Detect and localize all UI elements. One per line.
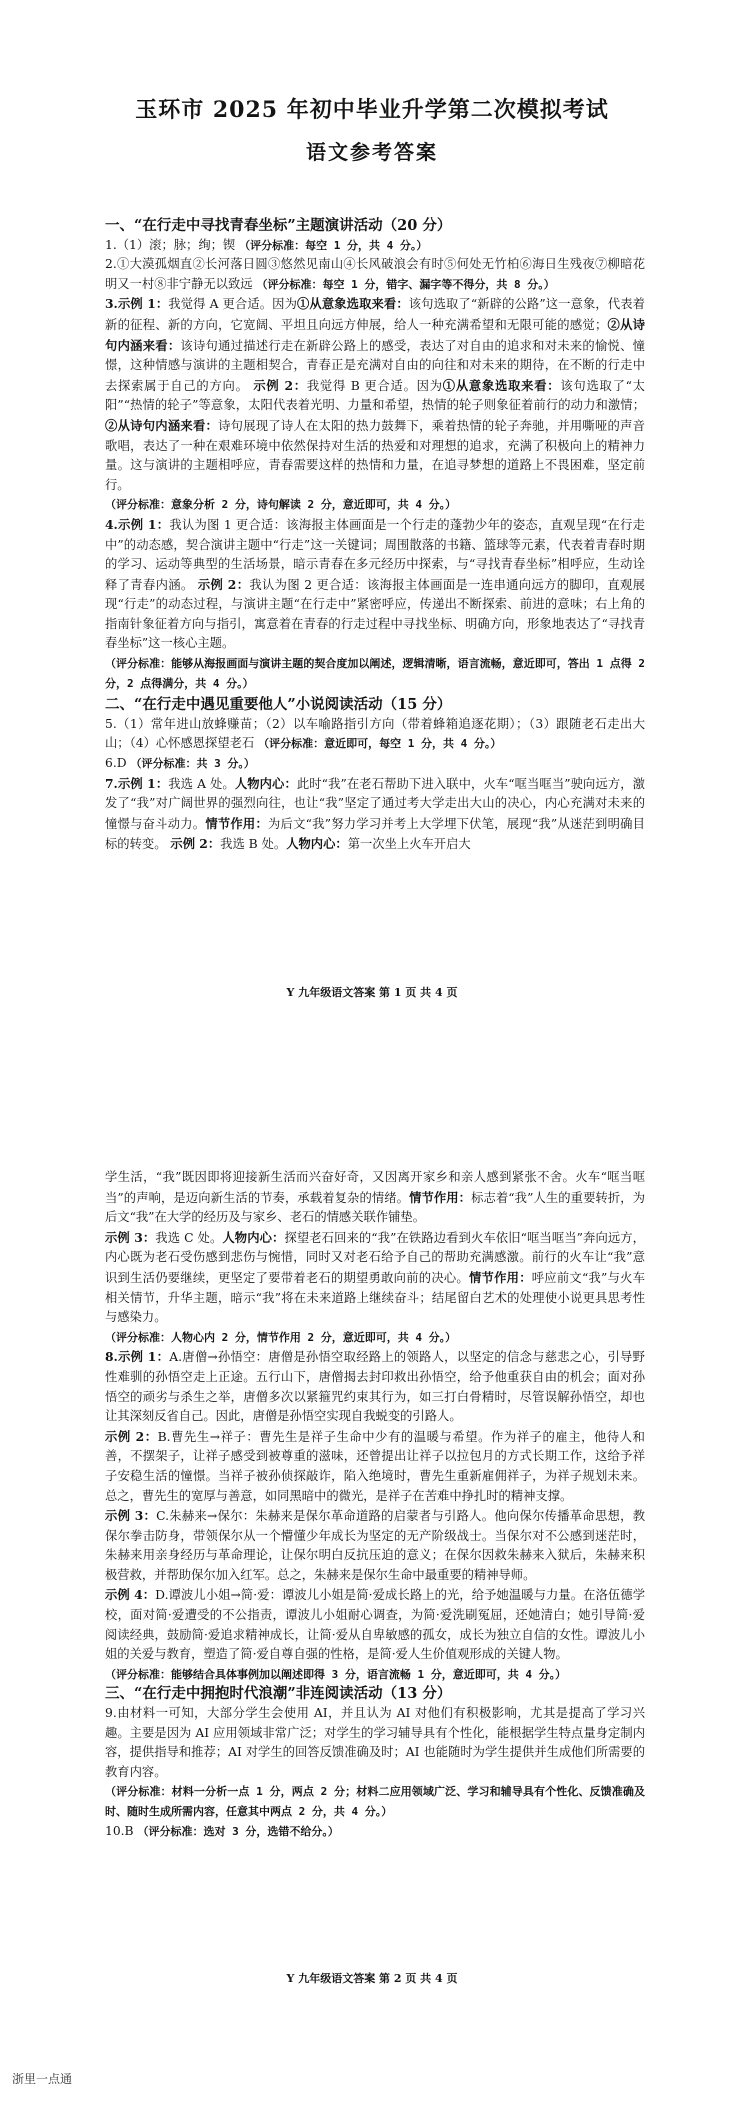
q7-answer-part2: 学生活，“我”既因即将迎接新生活而兴奋好奇，又因离开家乡和亲人感到紧张不舍。火车“哐当哐当”的声响，是迈向新生活的节奏，承载着复杂的情绪。情节作用：标志着“我”人生的重要转折，为后文“我”在大学的经历及与家乡、老石的情感关联作铺垫。 — [105, 1170, 645, 1225]
q3-answer: 3.示例 1：我觉得 A 更合适。因为①从意象选取来看：该句选取了“新辟的公路”这一意象，代表着新的征程、新的方向，它宽阔、平坦且向远方伸展，给人一种充满希望和无限可能的感觉；②从诗句内涵来看：该诗句通过描述行走在新辟公路上的感受，表达了对自由的追求和对未来的愉悦、憧憬，这种情感与演讲的主题相契合，青春正是充满对自由的向往和对未来的期待，在不断的行走中去探索属于自己的方向。 示例 2：我觉得 B 更合适。因为①从意象选取来看：该句选取了“太阳”“热情的轮子”等意象，太阳代表着光明、力量和希望，热情的轮子则象征着前行的动力和激情；②从诗句内涵来看：诗句展现了诗人在太阳的热力鼓舞下，乘着热情的轮子奔驰，并用嘶哑的声音歌唱，表达了一种在艰难环境中依然保持对生活的热爱和对理想的追求，充满了积极向上的精神力量。这与演讲的主题相呼应，青春需要这样的热情和力量，在追寻梦想的道路上不畏困难，坚定前行。 — [105, 296, 645, 492]
q5-standard: （评分标准：意近即可，每空 1 分，共 4 分。） — [258, 737, 502, 751]
q7-standard: （评分标准：人物心内 2 分，情节作用 2 分，意近即可，共 4 分。） — [105, 1330, 457, 1344]
q1-standard: （评分标准：每空 1 分，共 4 分。） — [239, 238, 428, 252]
q8-example-3: 示例 3：C.朱赫来→保尔：朱赫来是保尔革命道路的启蒙者与引路人。他向保尔传播革命思想，教保尔拳击防身，带领保尔从一个懵懂少年成长为坚定的无产阶级战士。当保尔对不公感到迷茫时，朱赫来用亲身经历与革命理论，让保尔明白反抗压迫的意义；在保尔因救朱赫来入狱后，朱赫来积极营救，并帮助保尔加入红军。总之，朱赫来是保尔生命中最重要的精神导师。 — [105, 1508, 645, 1582]
q8-example-1: 8.示例 1：A.唐僧→孙悟空：唐僧是孙悟空取经路上的领路人，以坚定的信念与慈悲之心，引导野性难驯的孙悟空走上正途。五行山下，唐僧揭去封印救出孙悟空，给予他重获自由的机会；面对孙悟空的顽劣与杀生之举，唐僧多次以紧箍咒约束其行为，如三打白骨精时，尽管误解孙悟空，却也让其深刻反省自己。因此，唐僧是孙悟空实现自我蜕变的引路人。 — [105, 1349, 645, 1424]
q4-standard: （评分标准：能够从海报画面与演讲主题的契合度加以阐述，逻辑清晰，语言流畅，意近即可，答出 1 点得 2 分，2 点得满分，共 4 分。） — [105, 657, 645, 690]
q2-answer: 2.①大漠孤烟直②长河落日圆③悠然见南山④长风破浪会有时⑤何处无竹柏⑥海日生残夜⑦柳暗花明又一村⑧非宁静无以致远 （评分标准：每空 1 分，错字、漏字等不得分，共 8 分。） — [105, 257, 645, 291]
section-1-heading: 一、“在行走中寻找青春坐标”主题演讲活动（20 分） — [105, 217, 452, 234]
exam-title: 玉环市 2025 年初中毕业升学第二次模拟考试 — [135, 97, 609, 123]
page-2-content — [105, 1168, 645, 1841]
q6-answer: 6.D （评分标准：共 3 分。） — [105, 756, 255, 771]
section-3-heading: 三、“在行走中拥抱时代浪潮”非连阅读活动（13 分） — [105, 1685, 452, 1703]
q5-answer: 5.（1）常年进山放蜂赚苗；（2）以车喻路指引方向（带着蜂箱追逐花期）；（3）跟随老石走出大山；（4）心怀感恩探望老石 （评分标准：意近即可，每空 1 分，共 4 分。） — [105, 716, 645, 751]
exam-subtitle: 语文参考答案 — [306, 140, 438, 164]
q8-standard: （评分标准：能够结合具体事例加以阐述即得 3 分，语言流畅 1 分，意近即可，共 4 分。） — [105, 1667, 567, 1681]
q2-standard: （评分标准：每空 1 分，错字、漏字等不得分，共 8 分。） — [256, 277, 555, 291]
q10-standard: （评分标准：选对 3 分，选错不给分。） — [137, 1824, 339, 1838]
q4-answer: 4.示例 1：我认为图 1 更合适：该海报主体画面是一个行走的蓬勃少年的姿态，直观呈现“在行走中”的动态感，契合演讲主题中“行走”这一关键词；周围散落的书籍、篮球等元素，代表着青春时期的学习、运动等典型的生活场景，暗示青春在多元经历中探索，与“寻找青春坐标”相呼应，生动诠释了青春内涵。 示例 2：我认为图 2 更合适：该海报主体画面是一连串通向远方的脚印，直观展现“行走”的动态过程，与演讲主题“在行走中”紧密呼应，传递出不断探索、前进的意味；右上角的指南针象征着方向与指引，寓意着在青春的行走过程中寻找坐标、明确方向，形象地表达了“寻找青春坐标”这一核心主题。 — [105, 516, 645, 651]
q6-standard: （评分标准：共 3 分。） — [130, 757, 255, 771]
source-watermark: 浙里一点通 — [12, 2072, 73, 2086]
q9-answer: 9.由材料一可知，大部分学生会使用 AI，并且认为 AI 对他们有积极影响，尤其是提高了学习兴趣。主要是因为 AI 应用领域非常广泛；对学生的学习辅导具有个性化，能根据学生特点量身定制内容，提供指导和推荐；AI 对学生的回答反馈准确及时；AI 也能随时为学生提供并生成他们所需要的教育内容。 — [105, 1706, 645, 1779]
q10-answer: 10.B （评分标准：选对 3 分，选错不给分。） — [105, 1823, 339, 1838]
q3-standard: （评分标准：意象分析 2 分，诗句解读 2 分，意近即可，共 4 分。） — [105, 498, 457, 512]
q8-example-2: 示例 2：B.曹先生→祥子：曹先生是祥子生命中少有的温暖与希望。作为祥子的雇主，他待人和善，不摆架子，让祥子感受到被尊重的滋味，还曾提出让祥子以拉包月的方式长期工作，这给予祥子安稳生活的憧憬。当祥子被孙侦探敲诈，陷入绝境时，曹先生重新雇佣祥子，为祥子规划未来。总之，曹先生的宽厚与善意，如同黑暗中的微光，是祥子在苦难中挣扎时的精神支撑。 — [105, 1428, 645, 1503]
page-2-footer: Y 九年级语文答案 第 2 页 共 4 页 — [286, 1972, 458, 1985]
page-1-footer: Y 九年级语文答案 第 1 页 共 4 页 — [286, 986, 458, 999]
answer-page-2 — [0, 1150, 744, 2040]
q7-answer-part1: 7.示例 1：我选 A 处。人物内心：此时“我”在老石帮助下进入联中，火车“哐当哐当”驶向远方，激发了“我”对广阔世界的强烈向往，也让“我”坚定了通过考大学走出大山的决心，内心充满对未来的憧憬与奋斗动力。情节作用：为后文“我”努力学习并考上大学埋下伏笔，展现“我”从迷茫到明确目标的转变。 示例 2：我选 B 处。人物内心：第一次坐上火车开启大 — [105, 775, 645, 852]
section-1 — [105, 216, 645, 855]
q7-example-3: 示例 3：我选 C 处。人物内心：探望老石回来的“我”在铁路边看到火车依旧“哐当哐当”奔向远方，内心既为老石受伤感到悲伤与惋惜，同时又对老石给予自己的帮助充满感激。前行的火车让“我”意识到生活仍要继续，更坚定了要带着老石的期望勇敢向前的决心。情节作用：呼应前文“我”与火车相关情节，升华主题，暗示“我”将在未来道路上继续奋斗；结尾留白艺术的处理使小说更具思考性与感染力。 — [105, 1229, 645, 1325]
q8-example-4: 示例 4：D.谭波儿小姐→简·爱：谭波儿小姐是简·爱成长路上的光，给予她温暖与力量。在洛伍德学校，面对简·爱遭受的不公指责，谭波儿小姐耐心调查，为简·爱洗刷冤屈，还她清白；她引导简·爱阅读经典，鼓励简·爱追求精神成长，让简·爱从自卑敏感的孤女，成长为独立自信的女性。谭波儿小姐的关爱与教育，塑造了简·爱自尊自强的性格，是简·爱人生价值观形成的关键人物。 — [105, 1587, 645, 1662]
section-2-heading: 二、“在行走中遇见重要他人”小说阅读活动（15 分） — [105, 696, 452, 714]
answer-page-1 — [0, 0, 744, 1010]
q9-standard: （评分标准：材料一分析一点 1 分，两点 2 分；材料二应用领域广泛、学习和辅导具有个性化、反馈准确及时、随时生成所需内容，任意其中两点 2 分，共 4 分。） — [105, 1785, 645, 1818]
q1-answer: 1.（1）滚；脉；绚；锲 （评分标准：每空 1 分，共 4 分。） — [105, 237, 428, 252]
